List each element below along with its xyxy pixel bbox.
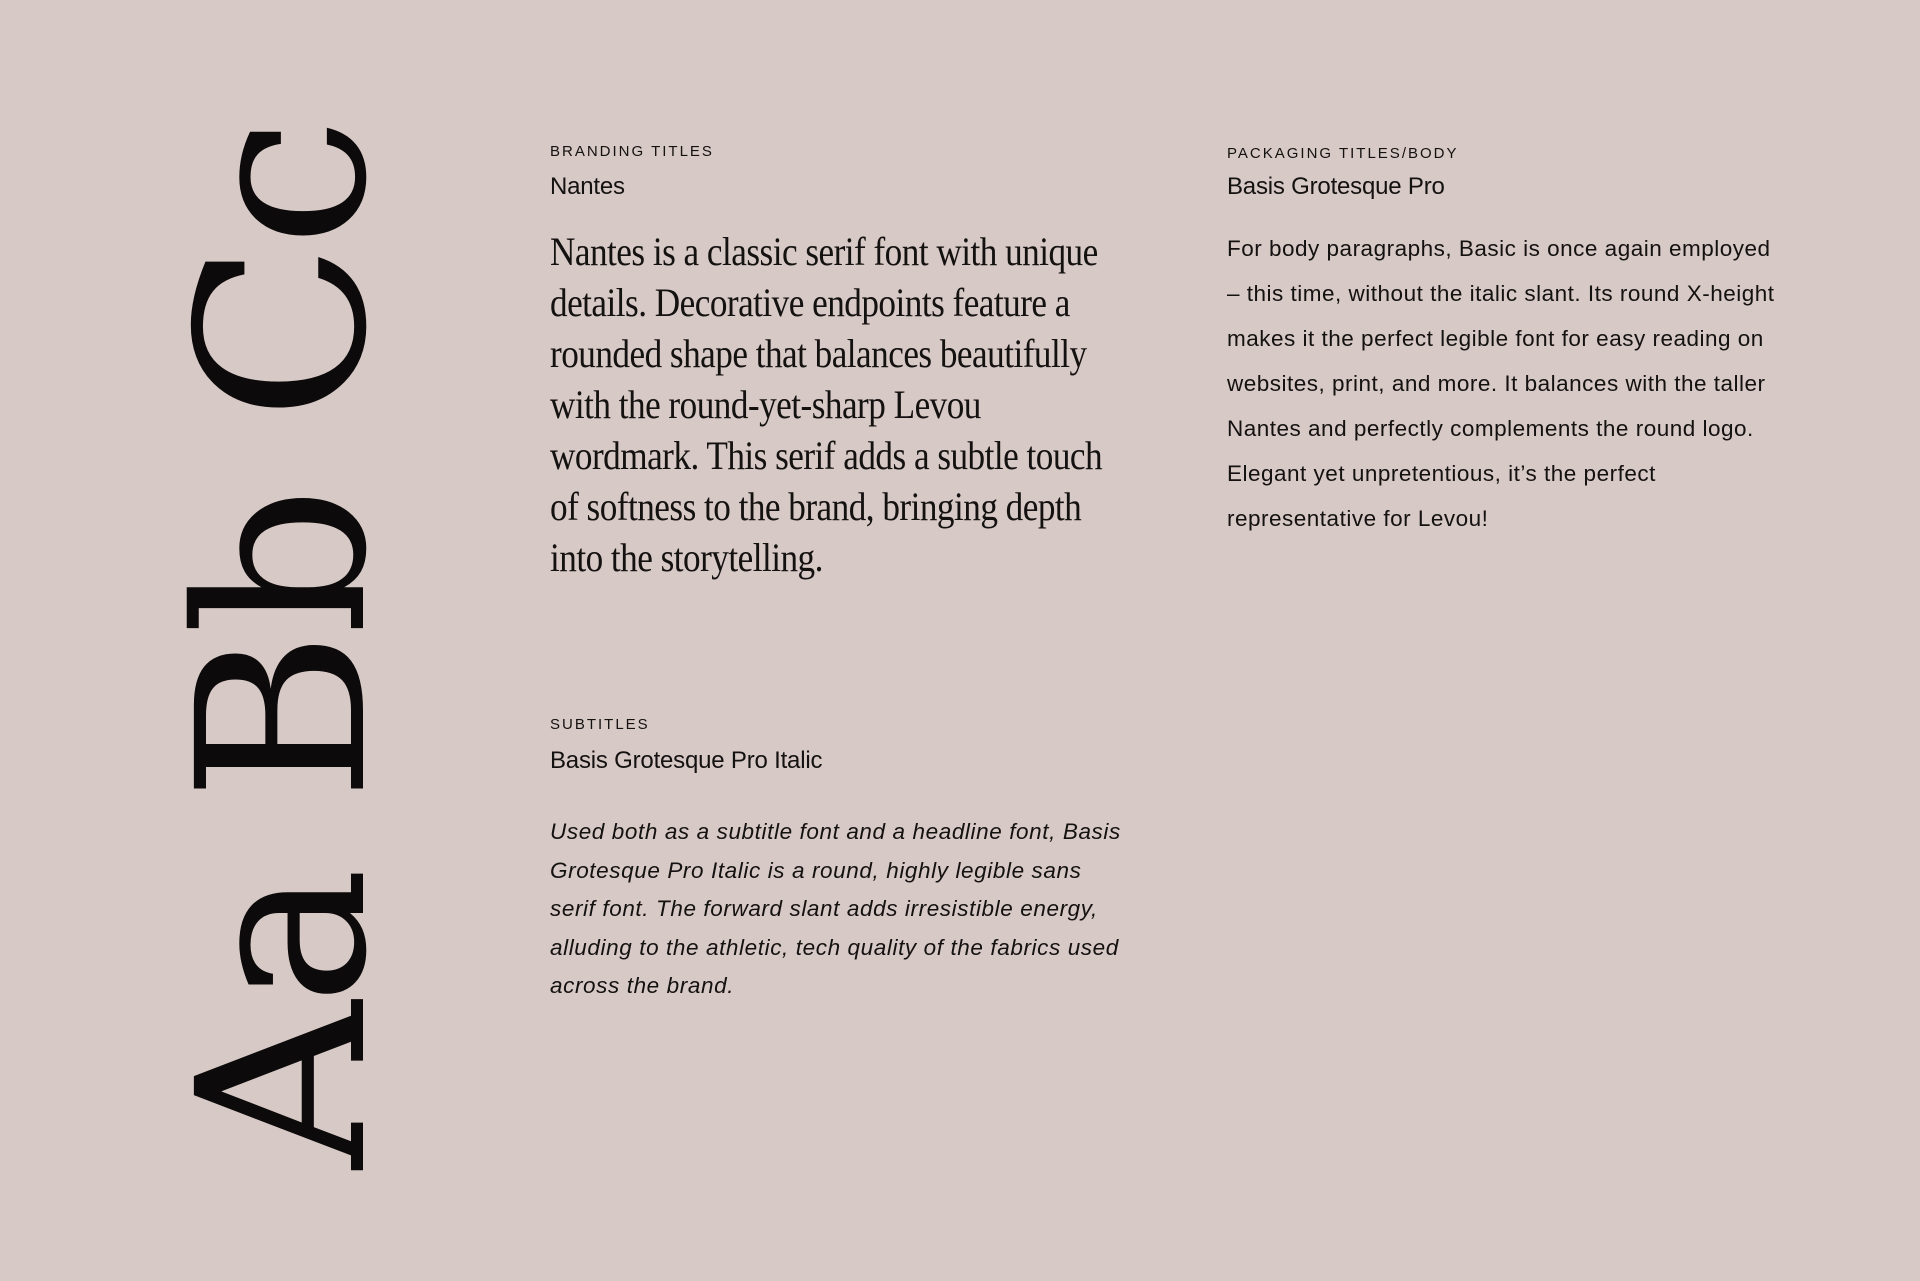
branding-section — [550, 143, 1125, 583]
specimen-letters: Aa Bb Cc — [148, 121, 418, 1169]
branding-label: BRANDING TITLES — [550, 143, 714, 160]
packaging-description: For body paragraphs, Basic is once again employed – this time, without the italic slant. Its round X-height makes it the perfect legible font for easy reading on websites, print, and more. It balances with the taller Nantes and perfectly complements the round logo. Elegant yet unpretentious, it’s the perfect representative for Levou! — [1227, 236, 1775, 531]
packaging-section — [1227, 145, 1787, 541]
packaging-label: PACKAGING TITLES/BODY — [1227, 145, 1459, 162]
branding-description: Nantes is a classic serif font with unique details. Decorative endpoints feature a rounded shape that balances beautifully with the round-yet-sharp Levou wordmark. This serif adds a subtle touch of softness to the brand, bringing depth into the storytelling. — [550, 229, 1103, 580]
subtitles-label: SUBTITLES — [550, 716, 650, 733]
subtitles-section — [550, 716, 1125, 1006]
branding-font-name: Nantes — [550, 173, 625, 200]
subtitles-font-name: Basis Grotesque Pro Italic — [550, 747, 823, 774]
type-specimen — [148, 121, 418, 1169]
subtitles-description: Used both as a subtitle font and a headline font, Basis Grotesque Pro Italic is a round, highly legible sans serif font. The forward slant adds irresistible energy, alluding to the athletic, tech quality of the fabrics used across the brand. — [550, 819, 1121, 998]
packaging-font-name: Basis Grotesque Pro — [1227, 173, 1445, 200]
